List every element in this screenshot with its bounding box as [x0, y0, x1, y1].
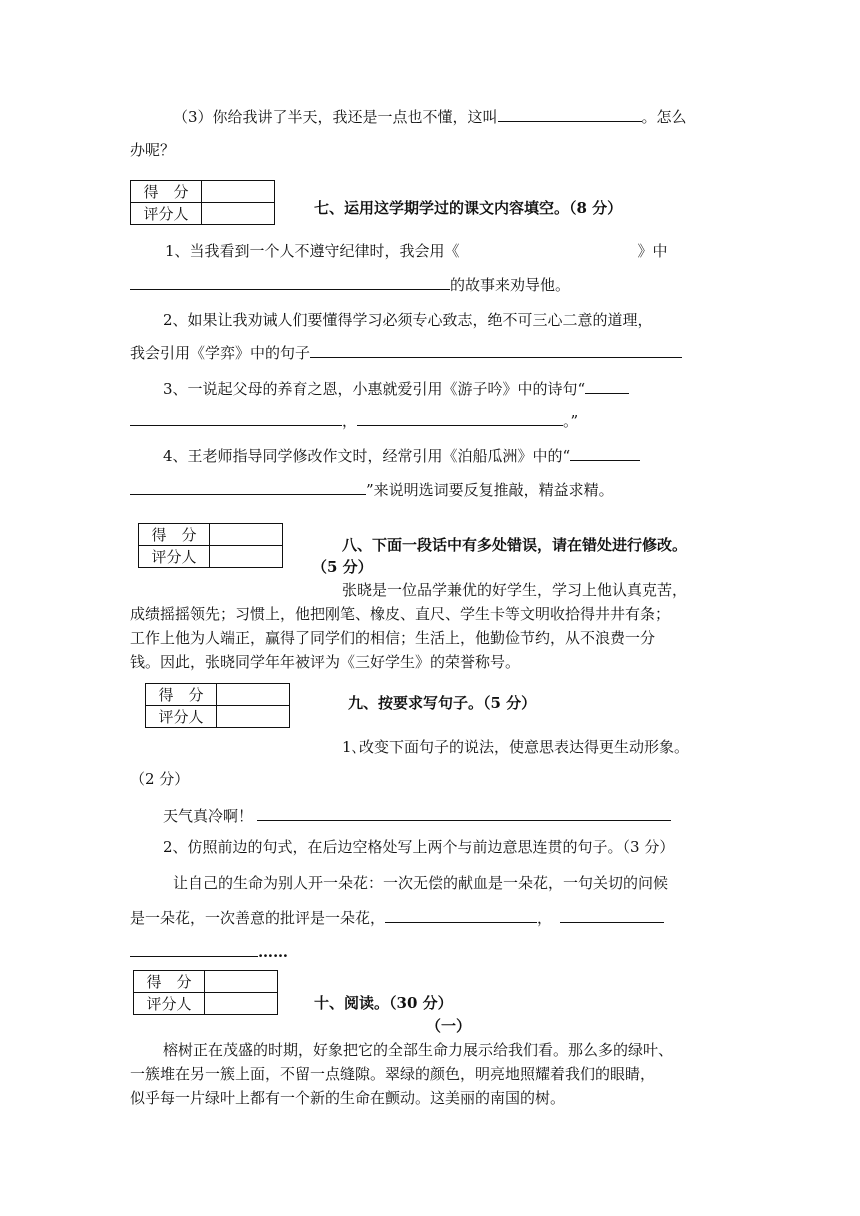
score-label: 得 分	[146, 684, 217, 706]
s8-para-line2: 成绩摇摇领先；习惯上，他把刚笔、橡皮、直尺、学生卡等文明收拾得井井有条；	[130, 605, 671, 623]
grader-cell[interactable]	[210, 546, 283, 568]
score-label: 得 分	[134, 971, 205, 993]
grader-label: 评分人	[139, 546, 210, 568]
grader-cell[interactable]	[202, 203, 275, 225]
score-cell[interactable]	[210, 524, 283, 546]
score-box-7	[130, 180, 275, 225]
s10-para-line1: 榕树正在茂盛的时期，好象把它的全部生命力展示给我们看。那么多的绿叶、	[163, 1041, 674, 1059]
answer-blank[interactable]	[570, 444, 640, 461]
grader-label: 评分人	[134, 993, 205, 1015]
answer-blank[interactable]	[130, 478, 366, 495]
q6-item3-line1: （3）你给我讲了半天，我还是一点也不懂，这叫 。怎么	[173, 105, 687, 128]
grader-label: 评分人	[131, 203, 202, 225]
grader-label: 评分人	[146, 706, 217, 728]
s9-item2-example3: ……	[130, 940, 288, 963]
s7-item3-line2: ， 。”	[130, 409, 578, 432]
section7-title: 七、运用这学期学过的课文内容填空。（8 分）	[314, 199, 623, 217]
s7-item3-line1: 3、一说起父母的养育之恩，小惠就爱引用《游子吟》中的诗句“	[163, 377, 629, 400]
section10-title: 十、阅读。（30 分）	[314, 994, 453, 1012]
answer-blank[interactable]	[257, 804, 671, 821]
s9-item2-line: 2、仿照前边的句式，在后边空格处写上两个与前边意思连贯的句子。（3 分）	[163, 838, 675, 856]
s9-item1-line2: （2 分）	[130, 770, 190, 788]
s9-item1-line1: 1､改变下面句子的说法，使意思表达得更生动形象。	[342, 738, 690, 756]
answer-blank[interactable]	[498, 105, 642, 122]
s9-item2-example2: 是一朵花，一次善意的批评是一朵花， ，	[130, 906, 664, 929]
s7-item1-line2: 的故事来劝导他。	[130, 273, 570, 296]
score-box-10	[133, 970, 278, 1015]
s9-item1-sentence: 天气真冷啊！	[163, 804, 671, 827]
section9-title: 九、按要求写句子。（5 分）	[348, 694, 537, 712]
s8-para-line1: 张晓是一位品学兼优的好学生，学习上他认真克苦，	[342, 581, 688, 599]
score-label: 得 分	[131, 181, 202, 203]
q6-item3-line2: 办呢？	[130, 141, 176, 159]
score-cell[interactable]	[205, 971, 278, 993]
s8-para-line3: 工作上他为人端正，赢得了同学们的相信；生活上，他勤俭节约，从不浪费一分	[130, 629, 656, 647]
answer-blank[interactable]	[385, 906, 537, 923]
answer-blank[interactable]	[130, 273, 450, 290]
grader-cell[interactable]	[205, 993, 278, 1015]
answer-blank[interactable]	[357, 409, 563, 426]
s7-item4-line2: ”来说明选词要反复推敲，精益求精。	[130, 478, 614, 501]
score-label: 得 分	[139, 524, 210, 546]
section8-score: （5 分）	[312, 558, 373, 576]
s7-item1-line1: 1、当我看到一个人不遵守纪律时，我会用《 》中	[165, 242, 668, 260]
s10-para-line2: 一簇堆在另一簇上面，不留一点缝隙。翠绿的颜色，明亮地照耀着我们的眼睛，	[130, 1065, 656, 1083]
s8-para-line4: 钱。因此，张晓同学年年被评为《三好学生》的荣誉称号。	[130, 653, 521, 671]
answer-blank[interactable]	[130, 409, 342, 426]
section10-part: （一）	[426, 1017, 472, 1035]
score-cell[interactable]	[202, 181, 275, 203]
score-cell[interactable]	[217, 684, 290, 706]
answer-blank[interactable]	[130, 940, 258, 957]
s7-item2-line1: 2、如果让我劝诫人们要懂得学习必须专心致志，绝不可三心二意的道理，	[163, 311, 653, 329]
score-box-8	[138, 523, 283, 568]
s9-item2-example1: 让自己的生命为别人开一朵花：一次无偿的献血是一朵花，一句关切的问候	[173, 874, 669, 892]
s10-para-line3: 似乎每一片绿叶上都有一个新的生命在颤动。这美丽的南国的树。	[130, 1089, 566, 1107]
answer-blank[interactable]	[310, 341, 682, 358]
score-box-9	[145, 683, 290, 728]
answer-blank[interactable]	[460, 240, 638, 256]
section8-title: 八、下面一段话中有多处错误，请在错处进行修改。	[342, 536, 688, 554]
s7-item2-line2: 我会引用《学弈》中的句子	[130, 341, 682, 364]
grader-cell[interactable]	[217, 706, 290, 728]
answer-blank[interactable]	[585, 377, 629, 394]
answer-blank[interactable]	[560, 906, 664, 923]
s7-item4-line1: 4、王老师指导同学修改作文时，经常引用《泊船瓜洲》中的“	[163, 444, 640, 467]
